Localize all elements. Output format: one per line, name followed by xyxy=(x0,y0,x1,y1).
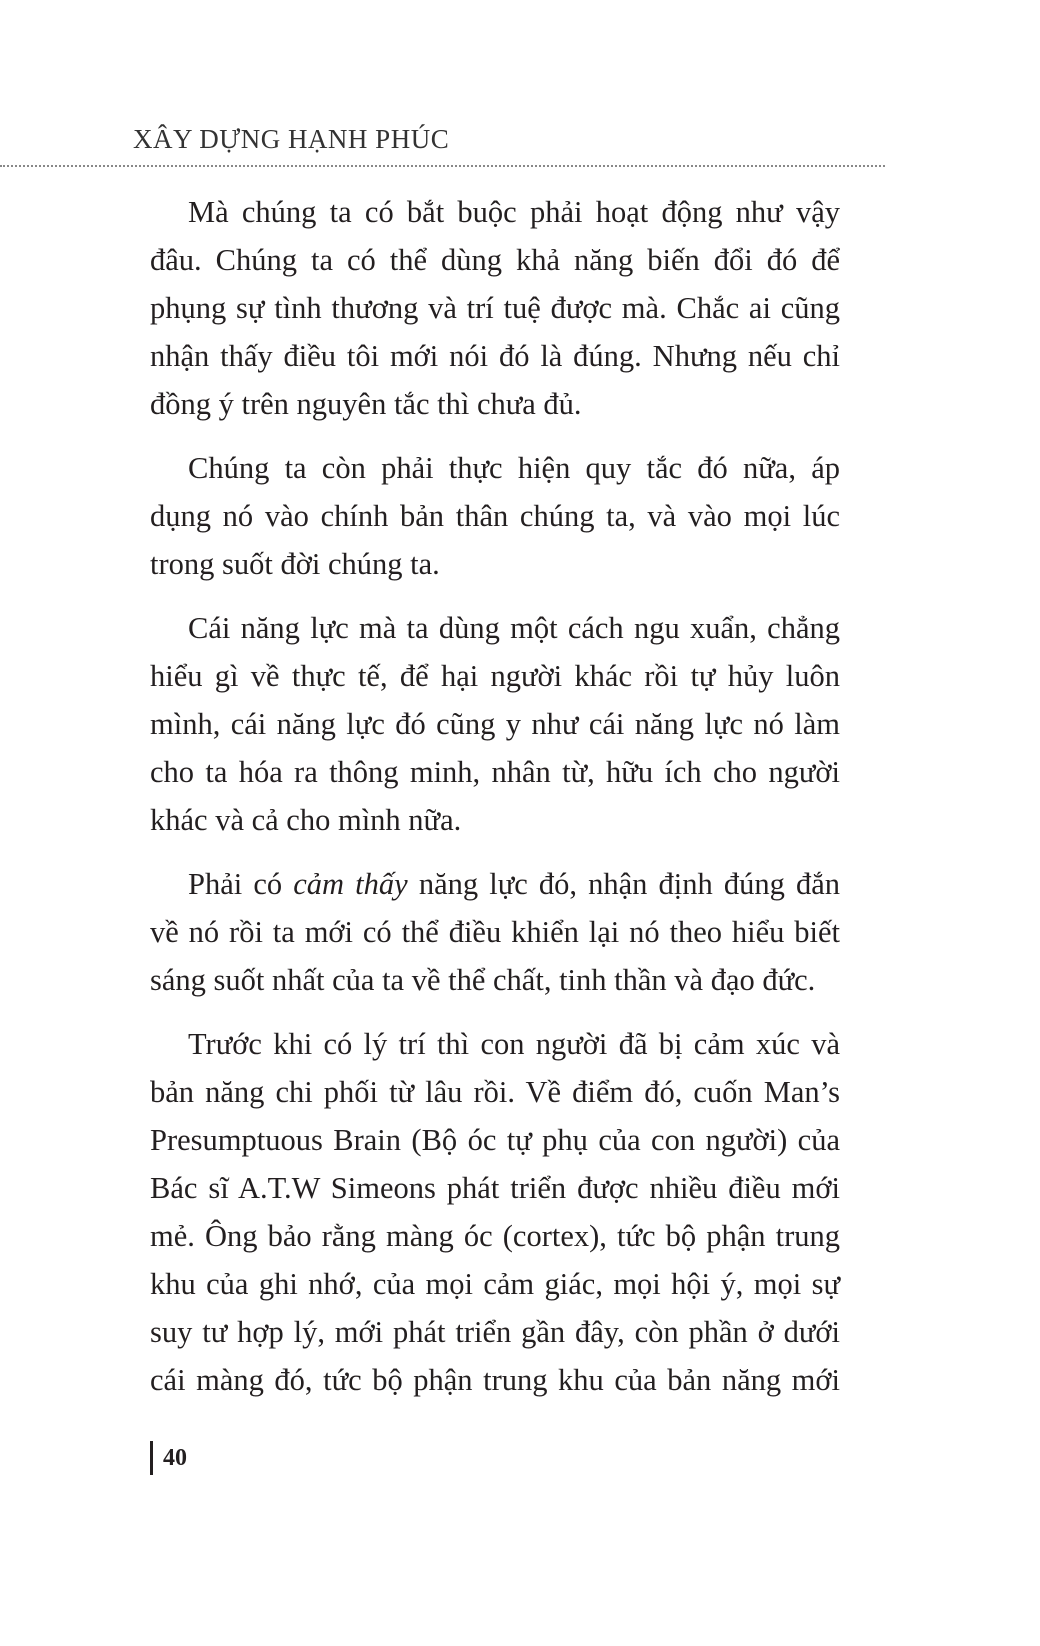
text-line: Cái năng lực mà ta dùng một cách ngu xuẩn, chẳng xyxy=(188,611,840,645)
text-line: trong suốt đời chúng ta. xyxy=(150,547,440,581)
text-line: khu của ghi nhớ, của mọi cảm giác, mọi hội ý, mọi sự xyxy=(150,1267,840,1301)
text-line: mình, cái năng lực đó cũng y như cái năng lực nó làm xyxy=(150,707,840,741)
text-line: cái màng đó, tức bộ phận trung khu của bản năng mới xyxy=(150,1363,840,1397)
page-number-block xyxy=(150,1441,187,1475)
text-line: Trước khi có lý trí thì con người đã bị cảm xúc và xyxy=(188,1027,840,1061)
text-line: đâu. Chúng ta có thể dùng khả năng biến đổi đó để xyxy=(150,243,840,277)
text-line: mẻ. Ông bảo rằng màng óc (cortex), tức bộ phận trung xyxy=(150,1219,840,1253)
text-line: Mà chúng ta có bắt buộc phải hoạt động như vậy xyxy=(188,195,840,229)
text-line: cho ta hóa ra thông minh, nhân từ, hữu ích cho người xyxy=(150,755,840,789)
text-line: khác và cả cho mình nữa. xyxy=(150,803,462,837)
text-line: phụng sự tình thương và trí tuệ được mà. Chắc ai cũng xyxy=(150,291,840,325)
text-run: năng lực đó, nhận định đúng đắn xyxy=(407,867,841,901)
paragraph-5 xyxy=(150,1020,840,1404)
text-line: suy tư hợp lý, mới phát triển gần đây, còn phần ở dưới xyxy=(150,1315,840,1349)
text-line: sáng suốt nhất của ta về thể chất, tinh thần và đạo đức. xyxy=(150,963,816,997)
text-line xyxy=(150,860,840,908)
paragraph-3 xyxy=(150,604,840,844)
text-line: Chúng ta còn phải thực hiện quy tắc đó nữa, áp xyxy=(188,451,840,485)
text-line: Bác sĩ A.T.W Simeons phát triển được nhiều điều mới xyxy=(150,1171,840,1205)
text-line: Presumptuous Brain (Bộ óc tự phụ của con người) của xyxy=(150,1123,840,1157)
text-line: về nó rồi ta mới có thể điều khiển lại nó theo hiểu biết xyxy=(150,915,840,949)
text-line: nhận thấy điều tôi mới nói đó là đúng. Nhưng nếu chỉ xyxy=(150,339,840,373)
text-run: Phải có xyxy=(188,867,294,901)
text-line: hiểu gì về thực tế, để hại người khác rồi tự hủy luôn xyxy=(150,659,840,693)
italic-phrase: cảm thấy xyxy=(293,867,408,901)
folio-bar xyxy=(150,1441,153,1475)
running-header: XÂY DỰNG HẠNH PHÚC xyxy=(133,124,450,154)
paragraph-4 xyxy=(150,860,840,1004)
text-line: đồng ý trên nguyên tắc thì chưa đủ. xyxy=(150,387,582,421)
text-line: dụng nó vào chính bản thân chúng ta, và vào mọi lúc xyxy=(150,499,840,533)
paragraph-1 xyxy=(150,188,840,428)
paragraph-2 xyxy=(150,444,840,588)
text-line: bản năng chi phối từ lâu rồi. Về điểm đó, cuốn Man’s xyxy=(150,1075,840,1109)
header-divider xyxy=(0,165,885,167)
body-text xyxy=(150,188,840,1404)
page-number: 40 xyxy=(163,1444,187,1471)
